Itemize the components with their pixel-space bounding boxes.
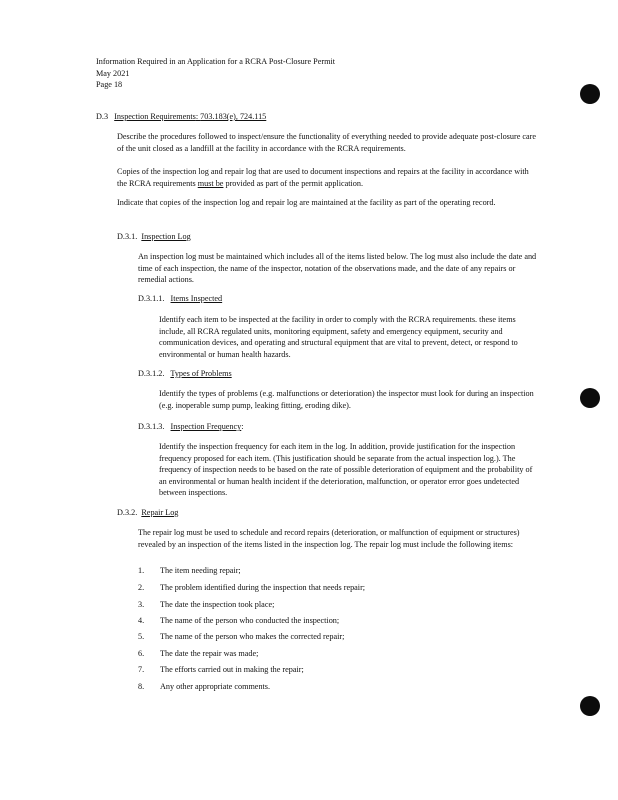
section-d313-paragraph: Identify the inspection frequency for each item in the log. In addition, provide justification for the inspection frequency proposed for each item. (This justification should be separate from the actual inspection log.). The frequency of inspection needs to be based on the rate of possible deterioration of equipment and the probability of an environmental or human health incident if the deterioration, malfunction, or operator error goes undetected between inspections.	[159, 442, 533, 497]
section-d32-heading	[117, 507, 178, 519]
section-d3-citation: 703.183(e), 724.115	[200, 112, 267, 121]
emphasis-must-be: must be	[197, 178, 224, 188]
list-item-text: The date the inspection took place;	[160, 600, 275, 609]
section-d3-number: D.3	[96, 112, 109, 121]
list-item	[138, 565, 241, 577]
section-d311-heading	[138, 293, 222, 305]
list-item-text: The date the repair was made;	[160, 649, 259, 658]
section-d312-paragraph: Identify the types of problems (e.g. malfunctions or deterioration) the inspector must look for during an inspection (e.g. inoperable sump pump, leaking fitting, eroding dike).	[159, 389, 534, 410]
section-d312-heading	[138, 368, 232, 380]
punch-hole-top	[580, 84, 600, 104]
list-item-number: 5.	[138, 632, 145, 641]
list-item-text: The item needing repair;	[160, 566, 241, 575]
section-d313-heading: D.3.1.3. Inspection Frequency:	[138, 422, 244, 431]
list-item-text: The problem identified during the inspection that needs repair;	[160, 583, 366, 592]
page-header	[96, 56, 335, 91]
section-d3-heading: D.3 Inspection Requirements: 703.183(e), 724.115	[96, 112, 267, 121]
section-d3-title: Inspection Requirements	[114, 112, 196, 121]
section-d32-number: D.3.2.	[117, 508, 138, 517]
list-item	[138, 664, 304, 676]
list-item-number: 4.	[138, 616, 145, 625]
section-d3-paragraph-3: Indicate that copies of the inspection log and repair log are maintained at the facility as part of the operating record.	[117, 198, 496, 207]
list-item	[138, 631, 344, 643]
punch-hole-bottom	[580, 696, 600, 716]
list-item-number: 7.	[138, 665, 145, 674]
list-item	[138, 615, 339, 627]
section-d312-title: Types of Problems	[170, 369, 232, 378]
list-item-text: Any other appropriate comments.	[160, 682, 271, 691]
section-d31-number: D.3.1.	[117, 232, 138, 241]
section-d3-paragraph-1: Describe the procedures followed to inspect/ensure the functionality of everything needed to provide adequate post-closure care of the unit closed as a landfill at the facility in accordance with the RCRA requirements.	[117, 132, 536, 153]
list-item-text: The name of the person who makes the corrected repair;	[160, 632, 345, 641]
list-item	[138, 582, 365, 594]
section-d3-paragraph-2: Copies of the inspection log and repair log that are used to document inspections and repairs at the facility in accordance with the RCRA requirements must be provided as part of the permit application.	[117, 167, 529, 188]
section-d31-heading	[117, 231, 191, 243]
section-d32-paragraph: The repair log must be used to schedule and record repairs (deterioration, or malfunction of equipment or structures) revealed by an inspection of the items listed in the inspection log. The repair log must include the following items:	[138, 528, 520, 549]
section-d31-title: Inspection Log	[141, 232, 191, 241]
list-item	[138, 681, 270, 693]
header-title: Information Required in an Application for a RCRA Post-Closure Permit	[96, 57, 335, 66]
section-d311-title: Items Inspected	[170, 294, 223, 303]
list-item	[138, 599, 274, 611]
section-d313-number: D.3.1.3.	[138, 422, 165, 431]
list-item-text: The name of the person who conducted the inspection;	[160, 616, 340, 625]
section-d311-number: D.3.1.1.	[138, 294, 165, 303]
list-item-number: 2.	[138, 583, 145, 592]
list-item-number: 6.	[138, 649, 145, 658]
list-item-number: 3.	[138, 600, 145, 609]
list-item-number: 1.	[138, 566, 145, 575]
section-d31-paragraph: An inspection log must be maintained which includes all of the items listed below. The log must also include the date and time of each inspection, the name of the inspector, notation of the observations made, and the date of any repairs or remedial actions.	[138, 252, 537, 284]
section-d311-paragraph: Identify each item to be inspected at the facility in order to comply with the RCRA requirements. these items include, all RCRA regulated units, monitoring equipment, safety and emergency equipment, security and communication devices, and operating and structural equipment that are vital to prevent, detect, or respond to environmental or human health hazards.	[159, 315, 518, 359]
list-item-text: The efforts carried out in making the repair;	[160, 665, 304, 674]
punch-hole-middle	[580, 388, 600, 408]
header-date: May 2021	[96, 68, 130, 78]
list-item-number: 8.	[138, 682, 145, 691]
section-d312-number: D.3.1.2.	[138, 369, 165, 378]
section-d32-title: Repair Log	[141, 508, 179, 517]
header-page-number: Page 18	[96, 80, 123, 89]
section-d313-title: Inspection Frequency	[170, 422, 242, 431]
list-item	[138, 648, 258, 660]
